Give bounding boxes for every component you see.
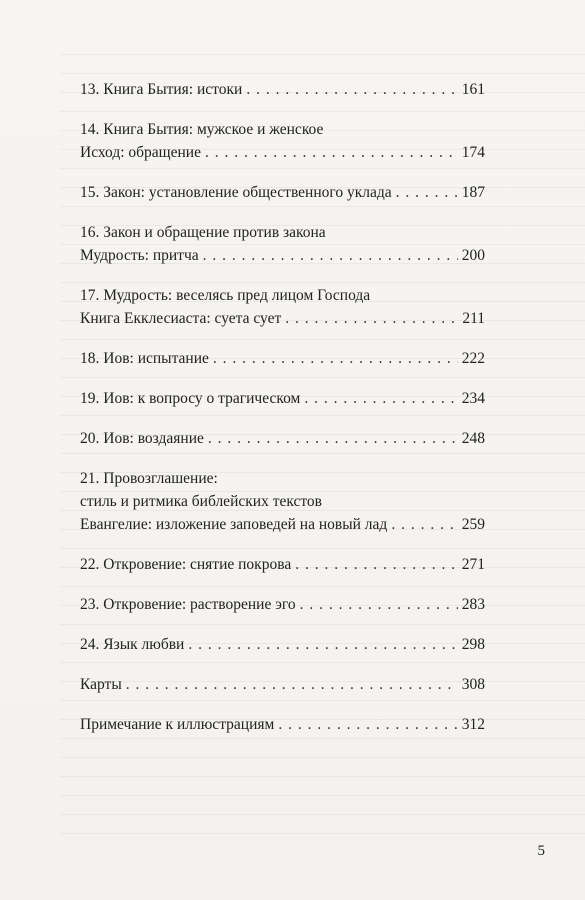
toc-entry bbox=[80, 553, 485, 576]
toc-leader-dots bbox=[208, 427, 458, 450]
toc-entry bbox=[80, 633, 485, 656]
toc-title: 22. Откровение: снятие покрова bbox=[80, 556, 292, 573]
toc-leader-dots bbox=[126, 673, 458, 696]
toc-entry bbox=[80, 118, 485, 164]
toc-line bbox=[80, 78, 485, 101]
toc-leader-dots bbox=[396, 181, 458, 204]
toc-leader-dots bbox=[300, 593, 458, 616]
toc-title: 15. Закон: установление общественного уклада bbox=[80, 184, 392, 201]
toc-page-number: 298 bbox=[461, 636, 485, 653]
toc-entry bbox=[80, 673, 485, 696]
toc-line bbox=[80, 244, 485, 267]
toc-entry bbox=[80, 181, 485, 204]
toc-page-number: 259 bbox=[461, 516, 485, 533]
toc-leader-dots bbox=[278, 713, 457, 736]
toc-line bbox=[80, 467, 485, 490]
toc-leader-dots bbox=[203, 244, 458, 267]
toc-line bbox=[80, 553, 485, 576]
toc-leader-dots bbox=[304, 387, 457, 410]
toc-page-number: 234 bbox=[461, 390, 485, 407]
toc-title: 19. Иов: к вопросу о трагическом bbox=[80, 390, 301, 407]
toc-leader-dots bbox=[285, 307, 458, 330]
toc-entry bbox=[80, 387, 485, 410]
toc-page-number: 200 bbox=[461, 247, 485, 264]
toc-line bbox=[80, 427, 485, 450]
toc-line bbox=[80, 713, 485, 736]
toc-leader-dots bbox=[213, 347, 458, 370]
toc-page-number: 222 bbox=[461, 350, 485, 367]
page-number: 5 bbox=[537, 843, 545, 859]
toc-line bbox=[80, 284, 485, 307]
toc-title: Примечание к иллюстрациям bbox=[80, 716, 275, 733]
toc-line bbox=[80, 118, 485, 141]
toc-entry bbox=[80, 221, 485, 267]
toc-line bbox=[80, 181, 485, 204]
toc-title: стиль и ритмика библейских текстов bbox=[80, 493, 323, 510]
toc-title: Евангелие: изложение заповедей на новый лад bbox=[80, 516, 388, 533]
toc-line bbox=[80, 221, 485, 244]
toc-entry bbox=[80, 284, 485, 330]
toc-title: Исход: обращение bbox=[80, 144, 201, 161]
toc-entry bbox=[80, 713, 485, 736]
table-of-contents bbox=[80, 78, 485, 753]
toc-title: 13. Книга Бытия: истоки bbox=[80, 81, 243, 98]
toc-page-number: 283 bbox=[461, 596, 485, 613]
toc-line bbox=[80, 387, 485, 410]
toc-entry bbox=[80, 78, 485, 101]
toc-page-number: 248 bbox=[461, 430, 485, 447]
toc-line bbox=[80, 307, 485, 330]
toc-title: 21. Провозглашение: bbox=[80, 470, 218, 487]
toc-page-number: 161 bbox=[461, 81, 485, 98]
toc-page-number: 312 bbox=[461, 716, 485, 733]
toc-line bbox=[80, 513, 485, 536]
toc-page-number: 271 bbox=[461, 556, 485, 573]
toc-entry bbox=[80, 427, 485, 450]
toc-entry bbox=[80, 467, 485, 536]
toc-title: 16. Закон и обращение против закона bbox=[80, 224, 326, 241]
toc-leader-dots bbox=[188, 633, 457, 656]
toc-page-number: 211 bbox=[462, 310, 485, 327]
toc-title: Карты bbox=[80, 676, 122, 693]
toc-page-number: 308 bbox=[461, 676, 485, 693]
toc-leader-dots bbox=[205, 141, 458, 164]
toc-line bbox=[80, 673, 485, 696]
toc-line bbox=[80, 490, 485, 513]
toc-entry bbox=[80, 593, 485, 616]
toc-title: Книга Екклесиаста: суета сует bbox=[80, 310, 282, 327]
toc-leader-dots bbox=[246, 78, 457, 101]
toc-entry bbox=[80, 347, 485, 370]
toc-title: 20. Иов: воздаяние bbox=[80, 430, 204, 447]
toc-title: 24. Язык любви bbox=[80, 636, 185, 653]
toc-page-number: 187 bbox=[461, 184, 485, 201]
toc-title: 18. Иов: испытание bbox=[80, 350, 209, 367]
toc-title: 14. Книга Бытия: мужское и женское bbox=[80, 121, 324, 138]
toc-leader-dots bbox=[391, 513, 457, 536]
toc-title: 23. Откровение: растворение эго bbox=[80, 596, 296, 613]
toc-line bbox=[80, 141, 485, 164]
toc-page-number: 174 bbox=[461, 144, 485, 161]
toc-title: Мудрость: притча bbox=[80, 247, 199, 264]
toc-line bbox=[80, 593, 485, 616]
toc-line bbox=[80, 633, 485, 656]
toc-line bbox=[80, 347, 485, 370]
toc-leader-dots bbox=[295, 553, 458, 576]
toc-title: 17. Мудрость: веселясь пред лицом Господа bbox=[80, 287, 371, 304]
